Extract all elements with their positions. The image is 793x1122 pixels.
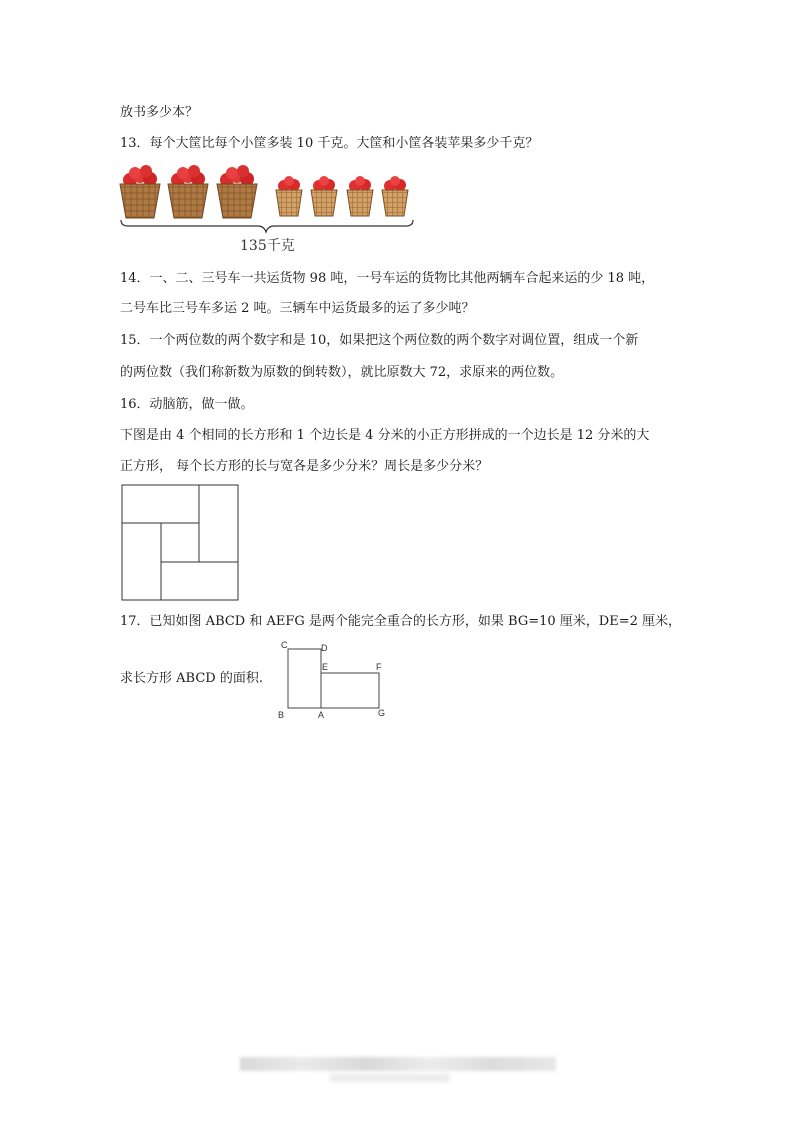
label-d: D: [321, 643, 328, 653]
q16-title: 16．动脑筋，做一做。: [120, 397, 254, 412]
label-c: C: [281, 640, 288, 650]
small-basket-1: [276, 176, 302, 216]
small-basket-3: [347, 176, 373, 216]
q16-line1: 下图是由 4 个相同的长方形和 1 个边长是 4 分米的小正方形拼成的一个边长是 12 分米的大: [120, 428, 650, 443]
q13-text: 13．每个大筐比每个小筐多装 10 千克。大筐和小筐各装苹果多少千克？: [120, 136, 539, 151]
square-figure: [121, 484, 241, 602]
small-basket-4: [382, 176, 408, 216]
q12-tail: 放书多少本？: [120, 105, 199, 120]
big-basket-3: [217, 165, 257, 218]
basket-figure: [116, 160, 421, 260]
label-g: G: [378, 708, 386, 718]
q15-line1: 15．一个两位数的两个数字和是 10，如果把这个两位数的两个数字对调位置，组成一个新: [120, 333, 639, 348]
label-a: A: [318, 710, 325, 720]
big-basket-2: [168, 165, 208, 218]
rect-aefg: [321, 673, 379, 708]
label-e: E: [322, 662, 329, 672]
q14-line2: 二号车比三号车多运 2 吨。三辆车中运货最多的运了多少吨？: [120, 301, 475, 316]
total-label: 135千克: [240, 238, 295, 254]
q15-line2: 的两位数（我们称新数为原数的倒转数），就比原数大 72，求原来的两位数。: [120, 365, 564, 380]
total-brace: [121, 220, 413, 232]
outer-square: [122, 485, 238, 600]
q16-line2: 正方形， 每个长方形的长与宽各是多少分米？周长是多少分米？: [120, 459, 489, 474]
q17-line2: 求长方形 ABCD 的面积.: [120, 671, 263, 686]
label-f: F: [376, 662, 382, 672]
label-b: B: [278, 710, 285, 720]
footer-watermark-sub: [330, 1074, 450, 1082]
footer-watermark: [240, 1057, 556, 1071]
q14-line1: 14．一、二、三号车一共运货物 98 吨，一号车运的货物比其他两辆车合起来运的少 18 吨，: [120, 271, 655, 286]
small-basket-2: [311, 176, 337, 216]
rect-abcd: [288, 649, 321, 708]
q17-line1: 17．已知如图 ABCD 和 AEFG 是两个能完全重合的长方形，如果 BG=10 厘米，DE=2 厘米，: [120, 614, 681, 629]
rectangle-figure: [276, 638, 391, 720]
big-basket-1: [120, 165, 160, 218]
